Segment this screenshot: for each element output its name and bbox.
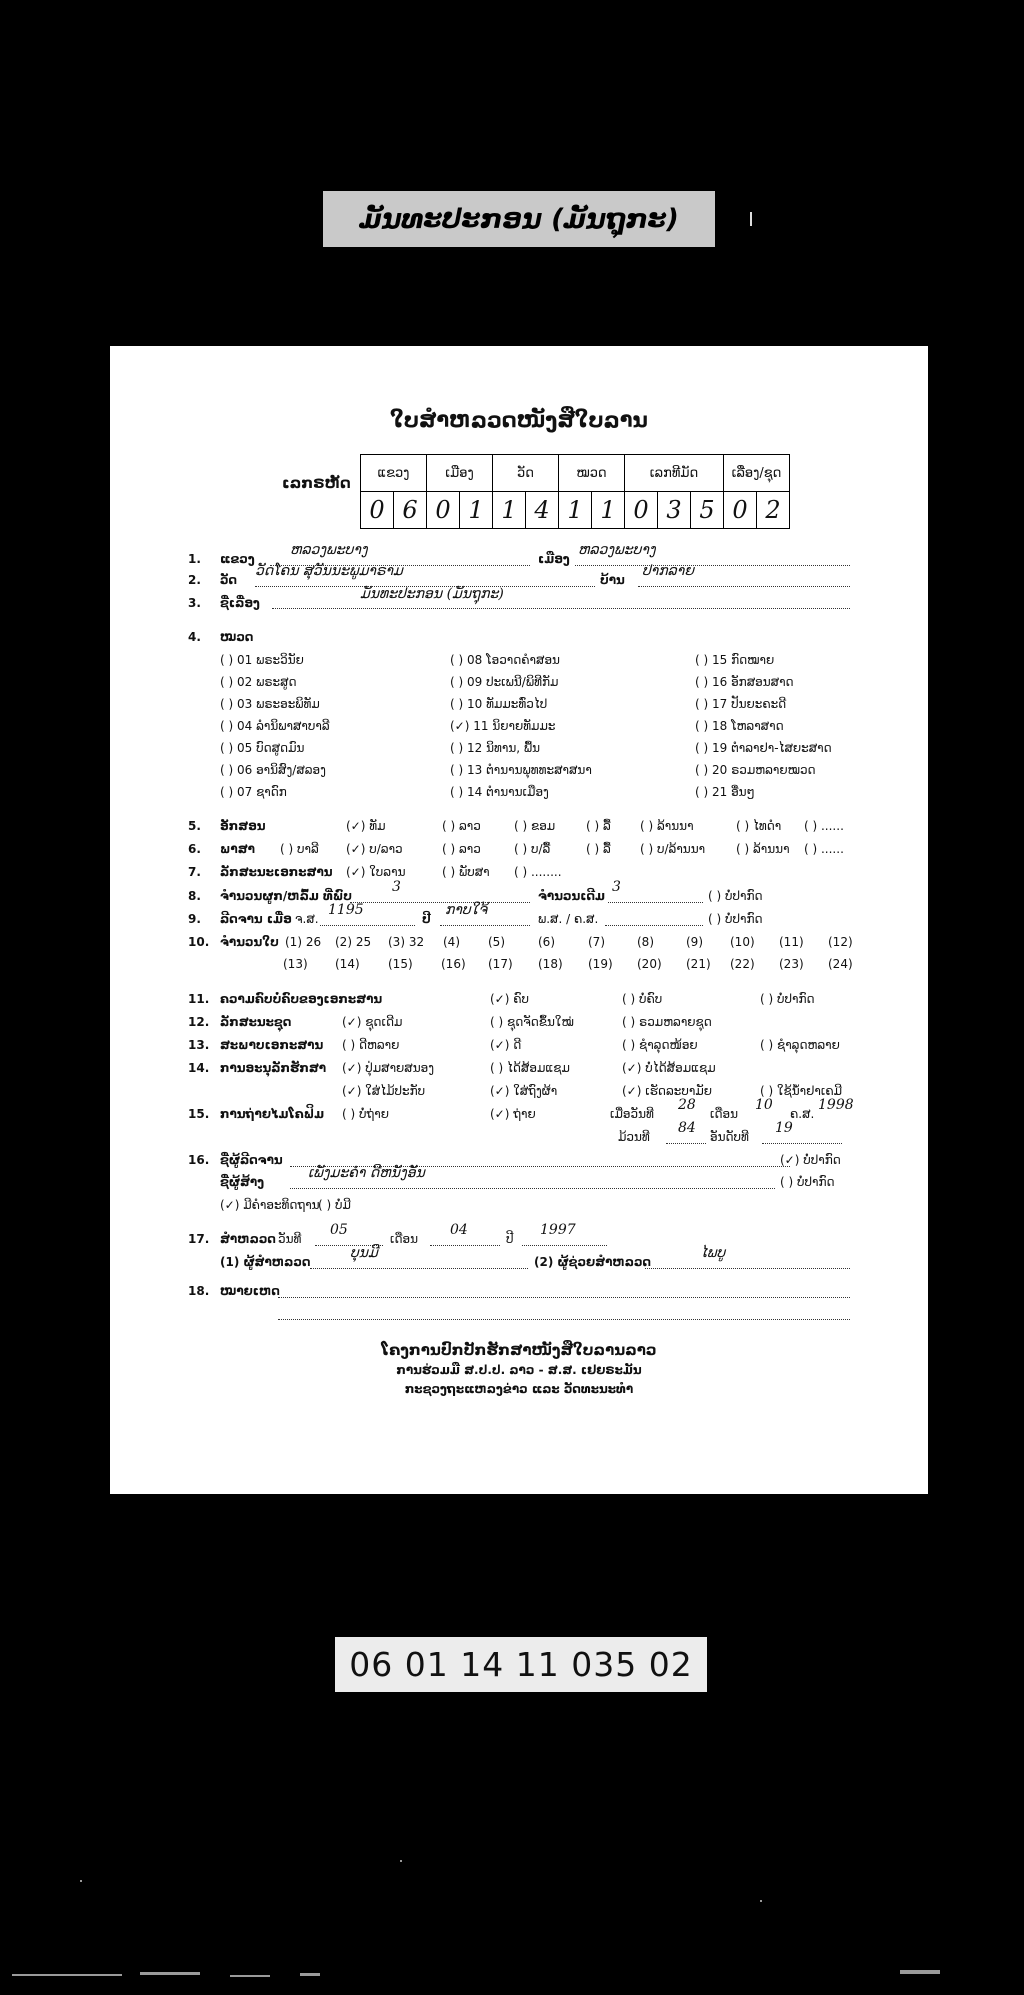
script-option: ( ) ......	[804, 819, 844, 833]
leaf-count-cell: (3) 32	[388, 935, 425, 949]
leaf-count-cell: (2) 25	[335, 935, 372, 949]
language-option: ( ) ບາລີ	[280, 842, 319, 856]
set-type-option: ( ) ຣວມຫລາຍຊຸດ	[622, 1015, 712, 1029]
category-option: ( ) 06 ອານິສົງ/ສລອງ	[220, 763, 326, 777]
leaf-count-cell: (1) 26	[285, 935, 322, 949]
village-value: ປາກລາຍ	[642, 563, 694, 579]
condition-option: (✓) ດີ	[490, 1038, 522, 1052]
completeness-option: ( ) ບໍ່ປາກົດ	[760, 992, 815, 1006]
category-option: ( ) 18 ໂຫລາສາດ	[695, 719, 784, 733]
condition-option: ( ) ຊຳລຸດຫລາຍ	[760, 1038, 840, 1052]
district-label: ເມືອງ	[538, 552, 570, 566]
language-option: ( ) ລ້ານນາ	[736, 842, 790, 856]
village-label: ບ້ານ	[600, 573, 625, 587]
code-digit: 2	[757, 492, 790, 529]
province-label: ແຂວງ	[220, 552, 255, 566]
category-option: ( ) 12 ນິທານ, ພື້ນ	[450, 741, 540, 755]
field-number: 12.	[188, 1015, 210, 1029]
survey-year-label: ປີ	[506, 1232, 514, 1246]
roll-label: ມ້ວນທີ	[618, 1130, 650, 1144]
temple-label: ວັດ	[220, 573, 238, 587]
dotted-line	[310, 1268, 528, 1269]
dotted-line	[440, 925, 530, 926]
survey-form-sheet	[110, 346, 928, 1494]
language-label: ພາສາ	[220, 842, 255, 856]
leaf-count-cell: (19)	[588, 957, 613, 971]
language-option: ( ) ລາວ	[442, 842, 481, 856]
leaf-count-cell: (5)	[488, 935, 505, 949]
dotted-line	[430, 1245, 500, 1246]
conservation-option: ( ) ໃຊ້ນ້ຳຢາເຄມີ	[760, 1084, 843, 1098]
dotted-line	[320, 925, 415, 926]
category-option: ( ) 05 ບົດສູດມົນ	[220, 741, 305, 755]
code-digit: 1	[559, 492, 592, 529]
code-grid	[360, 454, 790, 529]
category-option: ( ) 20 ຣວມຫລາຍໝວດ	[695, 763, 816, 777]
script-option: ( ) ລື້	[586, 819, 611, 833]
leaf-count-cell: (21)	[686, 957, 711, 971]
field-number: 5.	[188, 819, 201, 833]
field-number: 13.	[188, 1038, 210, 1052]
field-number: 18.	[188, 1284, 210, 1298]
leaf-count-cell: (13)	[283, 957, 308, 971]
survey-label: ສຳຫລວດ	[220, 1232, 276, 1246]
not-shown-option: ( ) ບໍ່ປາກົດ	[708, 889, 763, 903]
field-number: 15.	[188, 1107, 210, 1121]
sponsor-value: ເພັງມະຄຳ ດີຫນັງອັນ	[308, 1165, 425, 1181]
survey-day-label: ວັນທີ	[278, 1232, 302, 1246]
title-value: ມັນທະປະກອນ (ມັນຖຸກະ)	[360, 586, 504, 602]
leaf-count-cell: (8)	[637, 935, 654, 949]
code-header-temple: ວັດ	[493, 455, 559, 492]
category-option: ( ) 14 ຕຳນານເມືອງ	[450, 785, 549, 799]
set-type-option: ( ) ຊຸດຈັດຂຶ້ນໃໝ່	[490, 1015, 574, 1029]
category-option: ( ) 13 ຕຳນານພຸທທະສາສນາ	[450, 763, 592, 777]
film-day-value: 28	[678, 1097, 696, 1113]
survey-year-value: 1997	[540, 1222, 576, 1238]
field-number: 2.	[188, 573, 201, 587]
script-option: ( ) ໄທດຳ	[736, 819, 782, 833]
dotted-line	[278, 1297, 850, 1298]
not-shown-option: ( ) ບໍ່ປາກົດ	[780, 1175, 835, 1189]
language-option: ( ) ລື້	[586, 842, 611, 856]
district-value: ຫລວງພະບາງ	[578, 542, 656, 558]
code-digit: 0	[427, 492, 460, 529]
completeness-option: ( ) ບໍ່ຄົບ	[622, 992, 663, 1006]
document-type-label: ລັກສະນະເອກະສານ	[220, 865, 333, 879]
category-option: ( ) 04 ລຳນິພາສາບາລີ	[220, 719, 330, 733]
leaf-count-cell: (20)	[637, 957, 662, 971]
field-number: 7.	[188, 865, 201, 879]
dedication-option: ( ) ບໍ່ມີ	[318, 1198, 351, 1212]
script-option: ( ) ຂອມ	[514, 819, 556, 833]
dotted-line	[645, 1268, 850, 1269]
document-type-option: ( ) ພັບສາ	[442, 865, 490, 879]
era-label: ຈ.ສ.	[295, 912, 319, 926]
leaf-count-cell: (7)	[588, 935, 605, 949]
category-option: ( ) 16 ອັກສອນສາດ	[695, 675, 794, 689]
conservation-option: (✓) ປຸ່ມສາຍສນອງ	[342, 1061, 435, 1075]
conservation-option: (✓) ເຮັດລະບາມັຍ	[622, 1084, 712, 1098]
temple-value: ວັດໂຄນ ສຸວັນນະພູມາຣາມ	[255, 563, 403, 579]
code-digit: 0	[724, 492, 757, 529]
document-type-option: ( ) ........	[514, 865, 562, 879]
category-label: ໝວດ	[220, 630, 254, 644]
code-digit: 3	[658, 492, 691, 529]
inscribed-year-value: 1195	[328, 902, 364, 918]
province-value: ຫລວງພະບາງ	[290, 542, 368, 558]
category-option: ( ) 15 ກົດໝາຍ	[695, 653, 775, 667]
assistant-value: ໄພບູ	[700, 1245, 726, 1261]
code-digit: 5	[691, 492, 724, 529]
conservation-option: ( ) ໄດ້ສ້ອມແຊມ	[490, 1061, 570, 1075]
film-date-label: ເມື່ອວັນທີ	[610, 1107, 654, 1121]
script-label: ອັກສອນ	[220, 819, 266, 833]
frame-label: ອັນດັບທີ	[710, 1130, 749, 1144]
leaf-count-cell: (22)	[730, 957, 755, 971]
era2-label: ພ.ສ. / ຄ.ສ.	[538, 912, 599, 926]
leaf-count-cell: (15)	[388, 957, 413, 971]
code-header-district: ເມືອງ	[427, 455, 493, 492]
collection-banner: ມັນທະປະກອນ (ມັນຖຸກະ)	[323, 191, 715, 247]
leaf-count-label: ຈຳນວນໃບ	[220, 935, 279, 949]
code-label: ເລກຣຫັດ	[282, 474, 351, 492]
leaf-count-cell: (10)	[730, 935, 755, 949]
leaf-count-cell: (12)	[828, 935, 853, 949]
dotted-line	[575, 565, 850, 566]
leaf-count-cell: (18)	[538, 957, 563, 971]
assistant-label: (2) ຜູ້ຊ່ວຍສຳຫລວດ	[534, 1255, 652, 1269]
script-option: (✓) ທັມ	[346, 819, 386, 833]
sponsor-label: ຊື່ຜູ້ສ້າງ	[220, 1175, 265, 1189]
set-type-label: ລັກສະນະຊຸດ	[220, 1015, 292, 1029]
language-option: (✓) ບ/ລາວ	[346, 842, 403, 856]
field-number: 16.	[188, 1153, 210, 1167]
fascicles-found-label: ຈຳນວນຜູກ/ຫລົ້ມ ທີ່ພົບ	[220, 889, 352, 903]
field-number: 14.	[188, 1061, 210, 1075]
dotted-line	[350, 902, 530, 903]
field-number: 17.	[188, 1232, 210, 1246]
code-header-bundle-number: ເລກທີມັດ	[625, 455, 724, 492]
code-digit: 4	[526, 492, 559, 529]
category-option: ( ) 19 ຕຳລາຢາ-ໄສຍະສາດ	[695, 741, 832, 755]
year-name-label: ປີ	[422, 912, 431, 926]
survey-month-label: ເດືອນ	[390, 1232, 419, 1246]
dotted-line	[666, 1143, 706, 1144]
code-digit: 0	[361, 492, 394, 529]
film-month-label: ເດືອນ	[710, 1107, 739, 1121]
conservation-option: (✓) ໃສ່ຖົງຜ້າ	[490, 1084, 558, 1098]
film-month-value: 10	[755, 1097, 773, 1113]
dotted-line	[272, 608, 850, 609]
survey-day-value: 05	[330, 1222, 348, 1238]
cooperation-line: ການຮ່ວມມື ສ.ປ.ປ. ລາວ - ສ.ສ. ເຢຍຣະມັນ	[396, 1363, 642, 1377]
conservation-option: (✓) ບໍ່ໄດ້ສ້ອມແຊມ	[622, 1061, 716, 1075]
category-option: ( ) 17 ປັນຍະຄະດີ	[695, 697, 787, 711]
dotted-line	[762, 1143, 842, 1144]
category-option: ( ) 07 ຊາດົກ	[220, 785, 287, 799]
script-option: ( ) ລ້ານນາ	[640, 819, 694, 833]
film-tick-mark	[750, 212, 752, 226]
microfilm-option: (✓) ຖ່າຍ	[490, 1107, 536, 1121]
code-digit: 1	[592, 492, 625, 529]
dotted-line	[638, 586, 850, 587]
code-header-story-set: ເລື່ອງ/ຊຸດ	[724, 455, 790, 492]
language-option: ( ) ບ/ລ້ານນາ	[640, 842, 706, 856]
original-count-label: ຈຳນວນເດີມ	[538, 889, 606, 903]
dedication-option: (✓) ມີຄຳອະທິດຖານ	[220, 1198, 320, 1212]
dotted-line	[278, 1319, 850, 1320]
category-option: ( ) 09 ປະເພນີ/ພິທີກັມ	[450, 675, 559, 689]
code-header-province: ແຂວງ	[361, 455, 427, 492]
film-year-value: 1998	[818, 1097, 854, 1113]
code-digit: 0	[625, 492, 658, 529]
film-year-label: ຄ.ສ.	[790, 1107, 815, 1121]
ministry-line: ກະຊວງຖະແຫລງຂ່າວ ແລະ ວັດທະນະທຳ	[404, 1382, 634, 1396]
document-type-option: (✓) ໃບລານ	[346, 865, 406, 879]
category-option: ( ) 01 ພຣະວິນັຍ	[220, 653, 304, 667]
code-digit: 1	[460, 492, 493, 529]
leaf-count-cell: (16)	[441, 957, 466, 971]
surveyor-value: ບຸນມີ	[350, 1245, 378, 1261]
completeness-option: (✓) ຄົບ	[490, 992, 529, 1006]
language-option: ( ) ......	[804, 842, 844, 856]
field-number: 10.	[188, 935, 210, 949]
leaf-count-cell: (17)	[488, 957, 513, 971]
dotted-line	[522, 1245, 607, 1246]
dotted-line	[605, 925, 703, 926]
roll-value: 84	[678, 1120, 696, 1136]
project-name: ໂຄງການປົກປັກຮັກສາໜັງສືໃບລານລາວ	[381, 1341, 657, 1359]
leaf-count-cell: (4)	[443, 935, 460, 949]
field-number: 4.	[188, 630, 201, 644]
frame-value: 19	[775, 1120, 793, 1136]
category-option: ( ) 03 ພຣະອະພິທັມ	[220, 697, 320, 711]
category-option: ( ) 21 ອື່ນໆ	[695, 785, 755, 799]
field-number: 8.	[188, 889, 201, 903]
surveyor-label: (1) ຜູ້ສຳຫລວດ	[220, 1255, 311, 1269]
leaf-count-cell: (23)	[779, 957, 804, 971]
condition-option: ( ) ດີຫລາຍ	[342, 1038, 400, 1052]
field-number: 11.	[188, 992, 210, 1006]
completeness-label: ຄວາມຄົບບໍ່ຄົບຂອງເອກະສານ	[220, 992, 383, 1006]
bottom-code-label: 06 01 14 11 035 02	[335, 1637, 707, 1692]
field-number: 3.	[188, 596, 201, 610]
condition-option: ( ) ຊຳລຸດໜ້ອຍ	[622, 1038, 698, 1052]
field-number: 6.	[188, 842, 201, 856]
not-shown-option: (✓) ບໍ່ປາກົດ	[780, 1153, 841, 1167]
language-option: ( ) ບ/ລື້	[514, 842, 551, 856]
fascicles-found-value: 3	[392, 879, 401, 895]
remarks-label: ໝາຍເຫດ	[220, 1284, 280, 1298]
category-option: ( ) 02 ພຣະສູດ	[220, 675, 297, 689]
conservation-label: ການອະນຸລັກຮັກສາ	[220, 1061, 327, 1075]
dotted-line	[290, 1188, 775, 1189]
survey-month-value: 04	[450, 1222, 468, 1238]
leaf-count-cell: (24)	[828, 957, 853, 971]
conservation-option: (✓) ໃສ່ໄມ້ປະກັບ	[342, 1084, 426, 1098]
field-number: 1.	[188, 552, 201, 566]
microfilm-option: ( ) ບໍ່ຖ່າຍ	[342, 1107, 389, 1121]
form-title: ໃບສຳຫລວດໜັງສືໃບລານ	[390, 408, 648, 432]
category-option-selected: (✓) 11 ນິຍາຍທັມມະ	[450, 719, 556, 733]
leaf-count-cell: (6)	[538, 935, 555, 949]
leaf-count-cell: (9)	[686, 935, 703, 949]
category-option: ( ) 08 ໂອວາດຄຳສອນ	[450, 653, 560, 667]
year-name-value: ກາບໃຈ້	[445, 902, 488, 918]
leaf-count-cell: (11)	[779, 935, 804, 949]
scribe-label: ຊື່ຜູ້ລີດຈານ	[220, 1153, 283, 1167]
code-digit: 6	[394, 492, 427, 529]
title-label: ຊື່ເລື່ອງ	[220, 596, 260, 610]
field-number: 9.	[188, 912, 201, 926]
inscribed-label: ລີດຈານ ເມື່ອ	[220, 912, 292, 926]
code-digit: 1	[493, 492, 526, 529]
original-count-value: 3	[612, 879, 621, 895]
code-header-category: ໝວດ	[559, 455, 625, 492]
not-shown-option: ( ) ບໍ່ປາກົດ	[708, 912, 763, 926]
condition-label: ສະພາບເອກະສານ	[220, 1038, 324, 1052]
category-option: ( ) 10 ທັມມະທົ່ວໄປ	[450, 697, 548, 711]
script-option: ( ) ລາວ	[442, 819, 481, 833]
leaf-count-cell: (14)	[335, 957, 360, 971]
dotted-line	[608, 902, 703, 903]
set-type-option: (✓) ຊຸດເດີມ	[342, 1015, 403, 1029]
microfilm-label: ການຖ່າຍໄມໂຄຟິມ	[220, 1107, 325, 1121]
